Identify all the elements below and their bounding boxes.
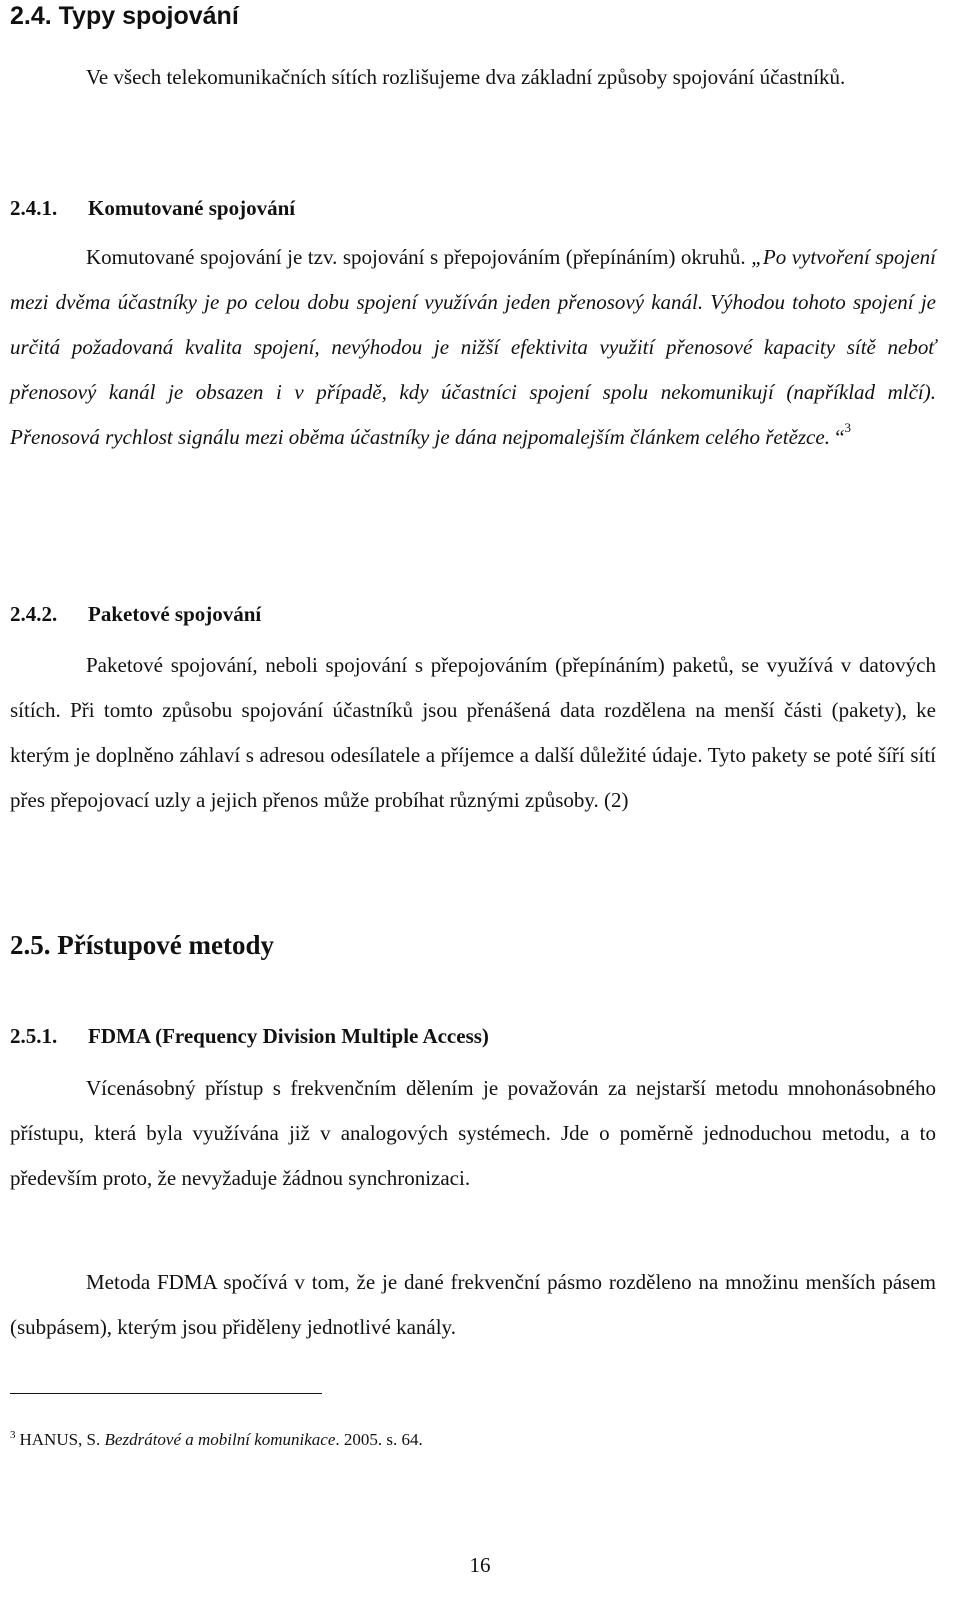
komutovane-paragraph xyxy=(10,235,936,460)
footnote-reference[interactable]: 3 xyxy=(844,420,852,435)
intro-paragraph xyxy=(10,55,936,100)
section-heading-2-5-1 xyxy=(10,1024,489,1049)
section-title: FDMA (Frequency Division Multiple Access) xyxy=(88,1024,489,1048)
komutovane-lead: Komutované spojování je tzv. spojování s přepojováním (přepínáním) okruhů. xyxy=(86,245,746,269)
paketove-paragraph xyxy=(10,643,936,823)
quote-open-mark: „ xyxy=(751,245,763,269)
quote-close-mark: “ xyxy=(829,425,845,449)
section-heading-2-4-2 xyxy=(10,602,261,627)
citation-quote xyxy=(10,245,936,449)
section-heading-2-4-1 xyxy=(10,196,295,221)
section-number: 2.4.2. xyxy=(10,602,58,626)
section-heading-2-4: 2.4. Typy spojování xyxy=(10,2,239,30)
footnote-mark: 3 xyxy=(10,1429,16,1441)
section-number: 2.4.1. xyxy=(10,196,58,220)
fdma-paragraph-1 xyxy=(10,1066,936,1201)
fdma-text-2: Metoda FDMA spočívá v tom, že je dané frekvenční pásmo rozděleno na množinu menších pásem (subpásem), kterým jsou přiděleny jednotlivé kanály. xyxy=(10,1270,936,1339)
section-number: 2.5.1. xyxy=(10,1024,58,1048)
section-heading-2-5: 2.5. Přístupové metody xyxy=(10,930,274,960)
footnote xyxy=(10,1430,423,1450)
fdma-paragraph-2 xyxy=(10,1260,936,1350)
quote-text: Po vytvoření spojení mezi dvěma účastníky je po celou dobu spojení využíván jeden přenosový kanál. Výhodou tohoto spojení je určitá požadovaná kvalita spojení, nevýhodou je nižší efektivita využití přenosové kapacity sítě neboť přenosový kanál je obsazen i v případě, kdy účastníci spojení spolu nekomunikují (například mlčí). Přenosová rychlost signálu mezi oběma účastníky je dána nejpomalejším článkem celého řetězce. xyxy=(10,245,936,449)
intro-text: Ve všech telekomunikačních sítích rozlišujeme dva základní způsoby spojování účastníků. xyxy=(86,65,846,89)
page-number: 16 xyxy=(469,1553,491,1577)
section-title: Komutované spojování xyxy=(88,196,296,220)
footnote-details: . 2005. s. 64. xyxy=(335,1430,423,1449)
fdma-text-1: Vícenásobný přístup s frekvenčním dělením je považován za nejstarší metodu mnohonásobného přístupu, která byla využívána již v analogových systémech. Jde o poměrně jednoduchou metodu, a to především proto, že nevyžaduje žádnou synchronizaci. xyxy=(10,1076,936,1190)
section-title: Paketové spojování xyxy=(88,602,262,626)
paketove-text: Paketové spojování, neboli spojování s přepojováním (přepínáním) paketů, se využívá v datových sítích. Při tomto způsobu spojování účastníků jsou přenášená data rozdělena na menší části (pakety), ke kterým je doplněno záhlaví s adresou odesílatele a příjemce a další důležité údaje. Tyto pakety se poté šíří sítí přes přepojovací uzly a jejich přenos může probíhat různými způsoby. (2) xyxy=(10,653,936,812)
footnote-book-title: Bezdrátové a mobilní komunikace xyxy=(104,1430,336,1449)
footnote-separator xyxy=(10,1393,322,1394)
footnote-author: HANUS, S. xyxy=(19,1430,101,1449)
